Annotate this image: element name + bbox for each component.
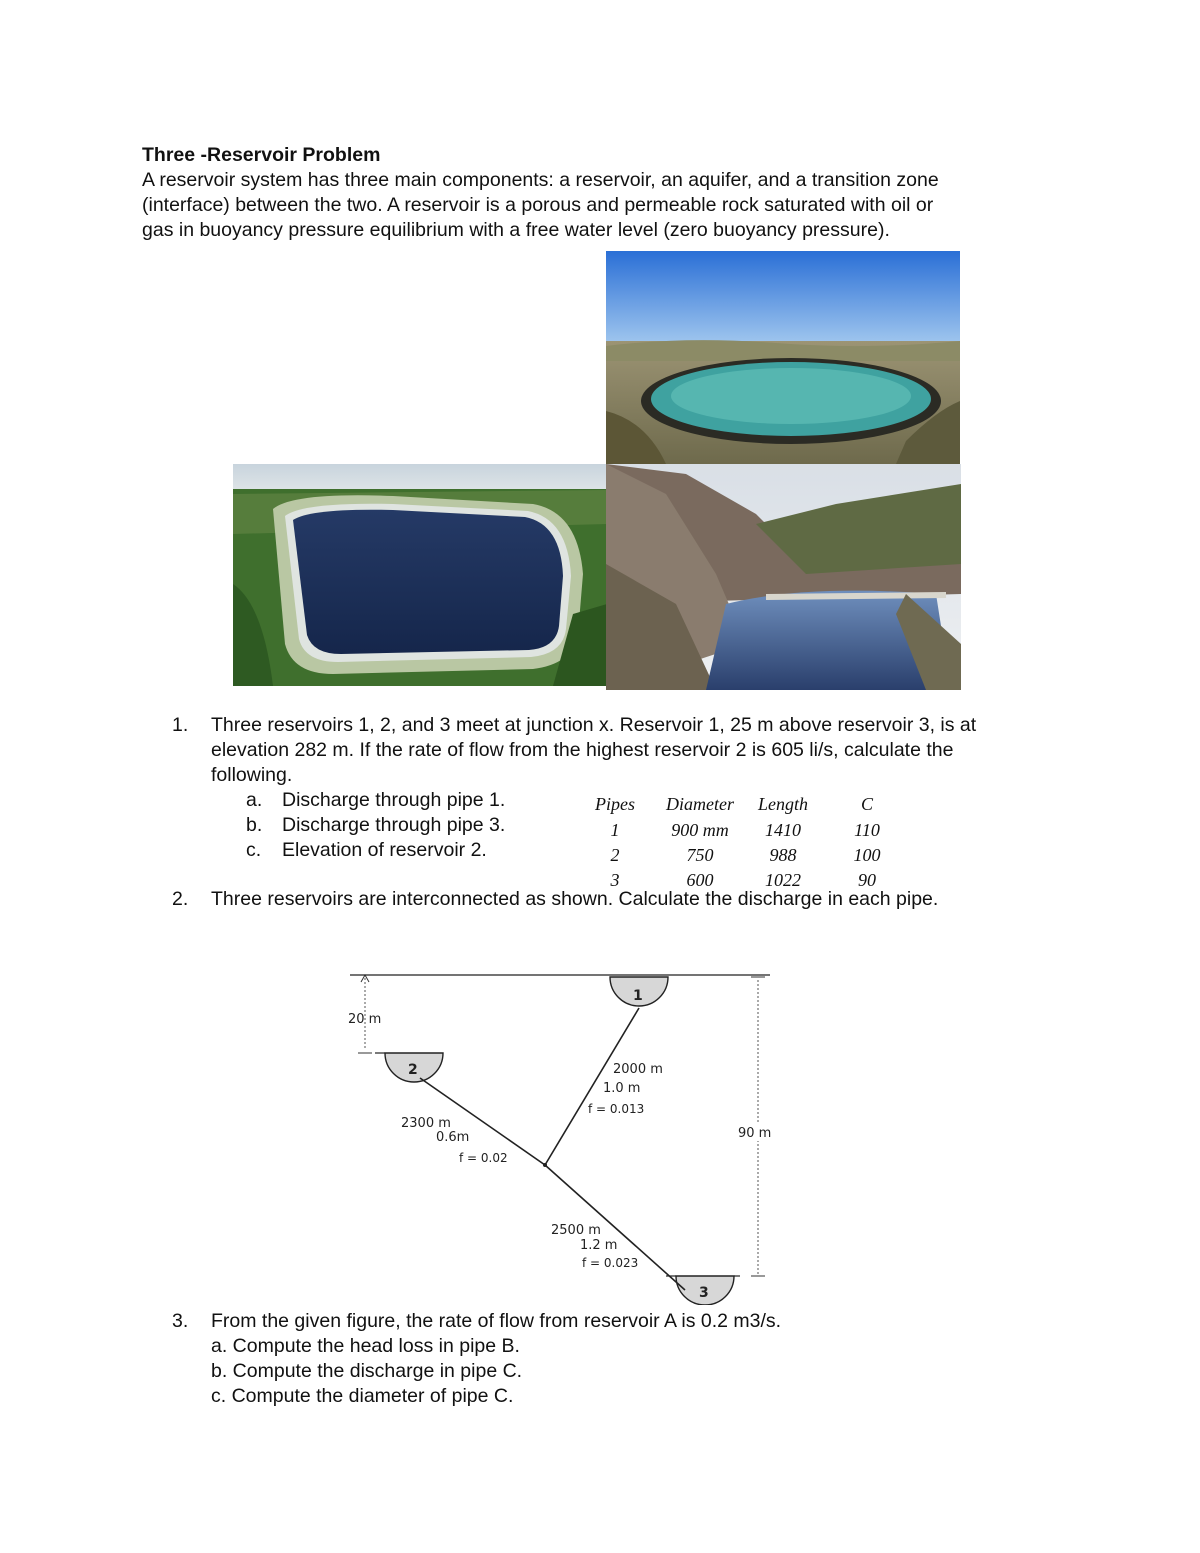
problem-1-line-2: elevation 282 m. If the rate of flow from the highest reservoir 2 is 605 li/s, calculate the (211, 739, 954, 761)
table-cell: 600 (686, 870, 714, 890)
page-title: Three -Reservoir Problem (142, 144, 381, 166)
table-cell: 750 (686, 845, 714, 865)
problem-3-item-b: b. Compute the discharge in pipe C. (211, 1360, 523, 1382)
intro-line-3: gas in buoyancy pressure equilibrium with a free water level (zero buoyancy pressure). (142, 219, 890, 241)
table-cell: 988 (769, 845, 797, 865)
table-cell: 1410 (765, 820, 801, 840)
pipe-2-friction: f = 0.02 (459, 1151, 508, 1165)
pipe-2-length: 2300 m (401, 1116, 451, 1131)
problem-3-item-c: c. Compute the diameter of pipe C. (211, 1385, 514, 1407)
problem-1-line-3: following. (211, 764, 293, 786)
problem-1-line-1: Three reservoirs 1, 2, and 3 meet at junction x. Reservoir 1, 25 m above reservoir 3, is at (211, 714, 977, 736)
table-cell: 90 (858, 870, 876, 890)
reservoir-3-label: 3 (699, 1285, 709, 1301)
reservoir-2-label: 2 (408, 1062, 418, 1078)
pipe-3-length: 2500 m (551, 1223, 601, 1238)
problem-3-item-a: a. Compute the head loss in pipe B. (211, 1335, 520, 1357)
table-cell: 1 (610, 820, 620, 840)
problem-1-item-b: Discharge through pipe 3. (282, 814, 506, 836)
photo-circular-reservoir (606, 251, 960, 464)
problem-1-item-c: Elevation of reservoir 2. (282, 839, 487, 861)
table-cell: 100 (853, 845, 881, 865)
junction (543, 1163, 547, 1167)
problem-1-item-b-letter: b. (246, 814, 263, 836)
pipe-1-friction: f = 0.013 (588, 1102, 645, 1116)
intro-line-1: A reservoir system has three main components: a reservoir, an aquifer, and a transition zone (142, 169, 939, 191)
reservoir-1-label: 1 (633, 988, 643, 1004)
problem-1-number: 1. (172, 714, 189, 736)
problem-1-item-a-letter: a. (246, 789, 263, 811)
table-cell: 1022 (765, 870, 801, 890)
table-header-pipes: Pipes (595, 794, 635, 814)
problem-1-item-a: Discharge through pipe 1. (282, 789, 506, 811)
three-reservoir-diagram (340, 960, 780, 1305)
problem-2-number: 2. (172, 888, 189, 910)
table-header-diameter: Diameter (666, 794, 734, 814)
problem-1-item-c-letter: c. (246, 839, 262, 861)
problem-3-number: 3. (172, 1310, 189, 1332)
problem-2-text: Three reservoirs are interconnected as shown. Calculate the discharge in each pipe. (211, 888, 939, 910)
intro-line-2: (interface) between the two. A reservoir is a porous and permeable rock saturated with oil or (142, 194, 934, 216)
table-cell: 2 (610, 845, 620, 865)
pipe-3-diameter: 1.2 m (580, 1238, 618, 1253)
table-cell: 110 (854, 820, 880, 840)
problem-3-text: From the given figure, the rate of flow from reservoir A is 0.2 m3/s. (211, 1310, 782, 1332)
photo-large-reservoir-aerial (233, 464, 607, 686)
table-cell: 900 mm (671, 820, 729, 840)
photo-valley-reservoir (606, 464, 961, 690)
pipe-1-diameter: 1.0 m (603, 1081, 641, 1096)
pipe-1-length: 2000 m (613, 1062, 663, 1077)
table-cell: 3 (610, 870, 620, 890)
dim-right-label: 90 m (738, 1126, 772, 1141)
table-header-c: C (860, 794, 873, 814)
pipe-2-diameter: 0.6m (436, 1130, 470, 1145)
pipe-3-friction: f = 0.023 (582, 1256, 639, 1270)
dim-left-label: 20 m (348, 1012, 382, 1027)
pipe-table (570, 794, 900, 894)
table-header-length: Length (757, 794, 808, 814)
